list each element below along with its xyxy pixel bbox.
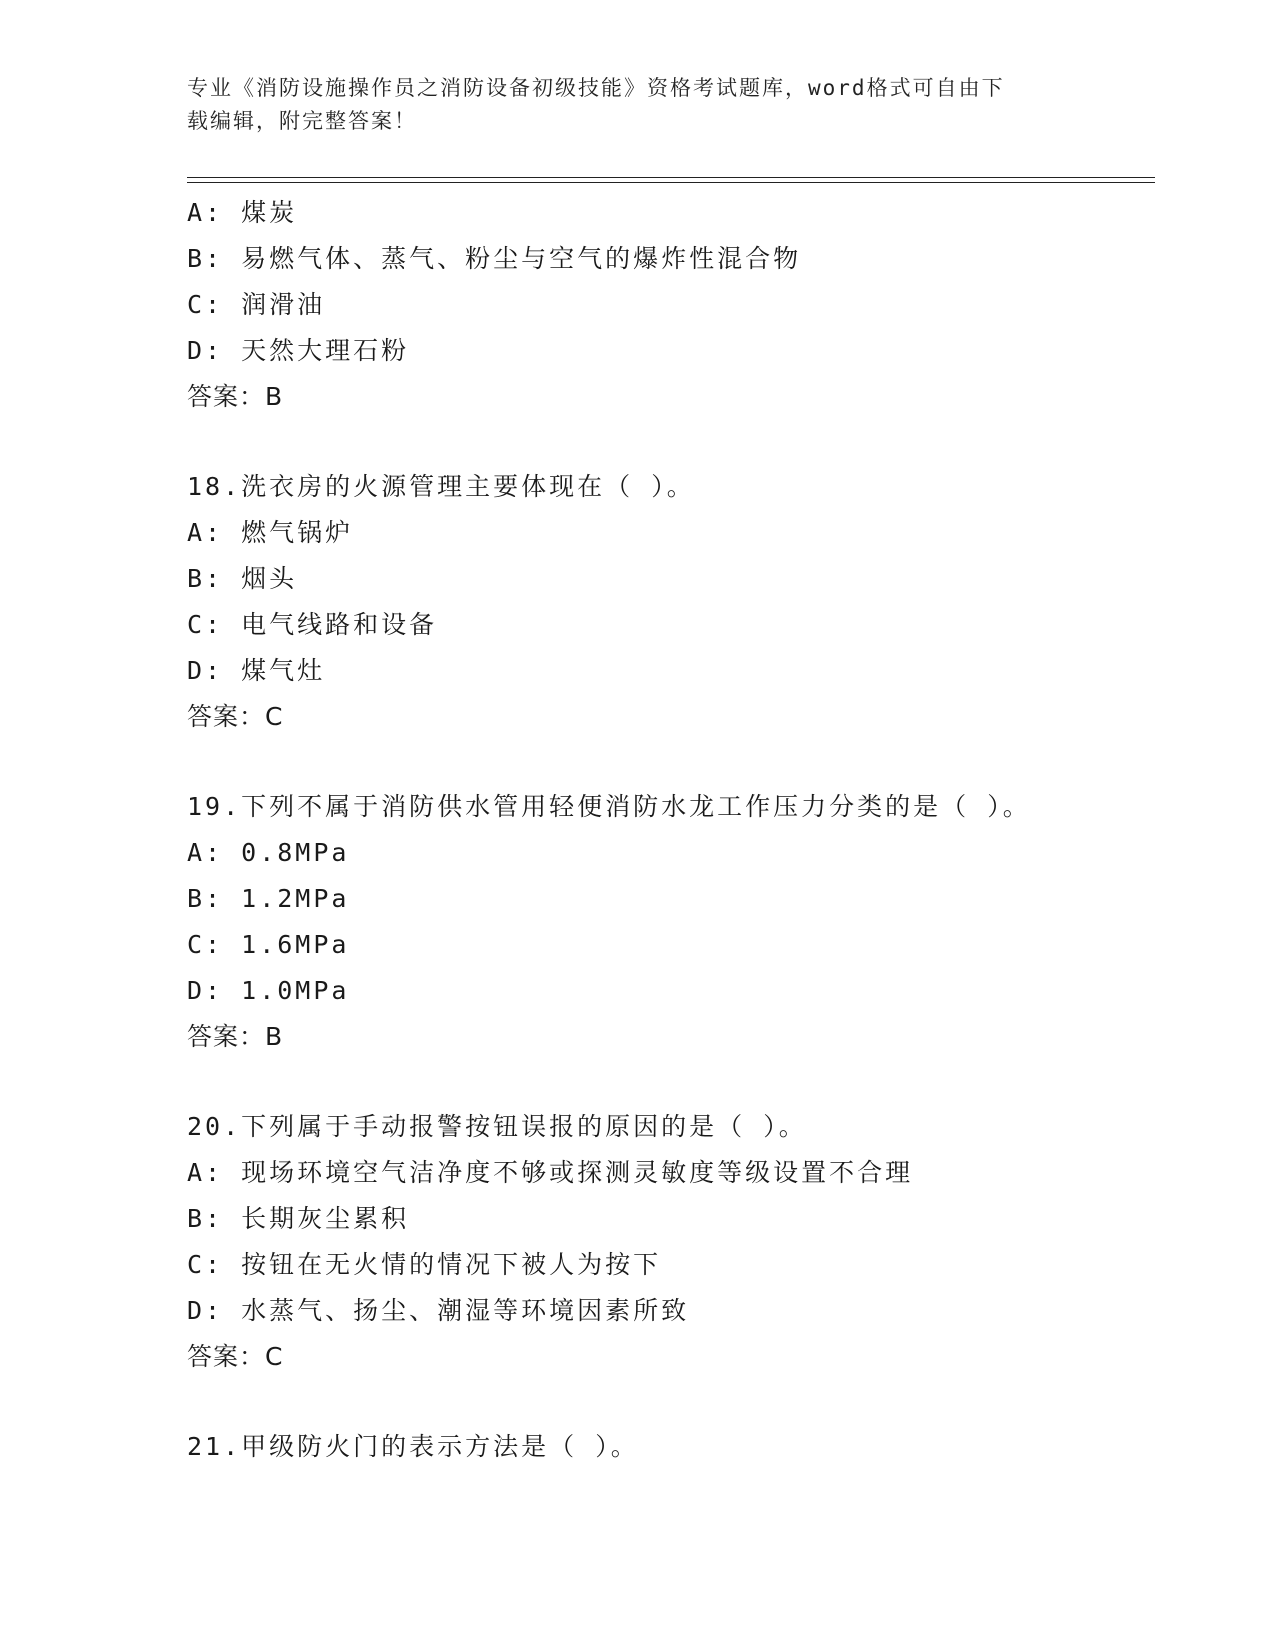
question-stem: 19.下列不属于消防供水管用轻便消防水龙工作压力分类的是（ ）。 — [187, 792, 1031, 821]
header-divider-top — [187, 177, 1155, 178]
option-a: A: 0.8MPa — [187, 838, 350, 867]
option-b: B: 易燃气体、蒸气、粉尘与空气的爆炸性混合物 — [187, 244, 802, 273]
document-header — [187, 72, 1067, 138]
option-a: A: 燃气锅炉 — [187, 518, 354, 547]
question-21 — [187, 1424, 1157, 1470]
question-20 — [187, 1104, 1157, 1380]
option-d: D: 天然大理石粉 — [187, 336, 410, 365]
option-d: D: 水蒸气、扬尘、潮湿等环境因素所致 — [187, 1296, 690, 1325]
answer-line: 答案：C — [187, 1342, 284, 1371]
header-line-2: 载编辑，附完整答案！ — [187, 109, 417, 133]
option-b: B: 长期灰尘累积 — [187, 1204, 410, 1233]
option-d: D: 1.0MPa — [187, 976, 350, 1005]
option-a: A: 现场环境空气洁净度不够或探测灵敏度等级设置不合理 — [187, 1158, 914, 1187]
question-17-continued — [187, 190, 1157, 420]
option-c: C: 1.6MPa — [187, 930, 350, 959]
header-divider-bottom — [187, 182, 1155, 183]
question-stem: 21.甲级防火门的表示方法是（ ）。 — [187, 1432, 639, 1461]
option-a: A: 煤炭 — [187, 198, 298, 227]
question-stem: 20.下列属于手动报警按钮误报的原因的是（ ）。 — [187, 1112, 807, 1141]
answer-line: 答案：B — [187, 1022, 284, 1051]
question-18 — [187, 464, 1157, 740]
header-line-1: 专业《消防设施操作员之消防设备初级技能》资格考试题库，word格式可自由下 — [187, 76, 1005, 100]
answer-line: 答案：C — [187, 702, 284, 731]
question-list — [187, 190, 1157, 1470]
option-c: C: 按钮在无火情的情况下被人为按下 — [187, 1250, 662, 1279]
option-c: C: 润滑油 — [187, 290, 326, 319]
question-stem: 18.洗衣房的火源管理主要体现在（ ）。 — [187, 472, 695, 501]
option-b: B: 烟头 — [187, 564, 298, 593]
answer-line: 答案：B — [187, 382, 284, 411]
option-d: D: 煤气灶 — [187, 656, 326, 685]
option-b: B: 1.2MPa — [187, 884, 350, 913]
question-19 — [187, 784, 1157, 1060]
option-c: C: 电气线路和设备 — [187, 610, 438, 639]
